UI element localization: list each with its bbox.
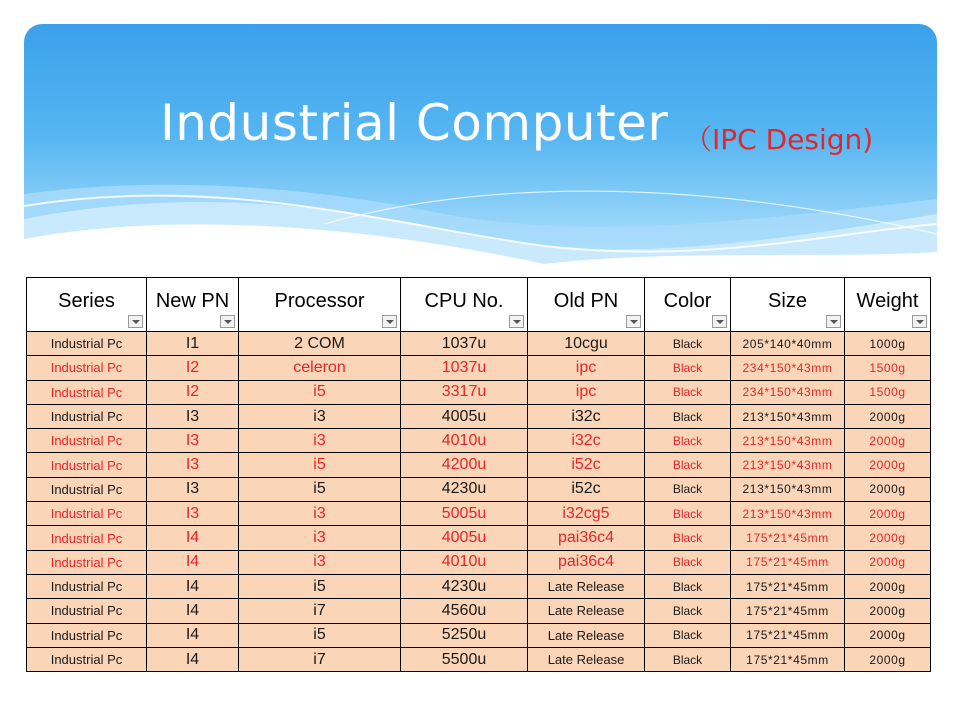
series-cell: Industrial Pc [27,404,147,428]
cpu-no-cell: 5500u [401,647,528,671]
weight-cell: 2000g [845,526,931,550]
series-cell: Industrial Pc [27,647,147,671]
column-header-cpu-no [401,278,528,332]
size-cell: 175*21*45mm [731,599,845,623]
cpu-no-cell: 5005u [401,502,528,526]
table-body [27,332,931,672]
table-row [27,404,931,428]
filter-dropdown-icon[interactable] [712,315,727,328]
processor-cell: celeron [239,356,401,380]
table-row [27,574,931,598]
series-cell: Industrial Pc [27,502,147,526]
old-pn-cell: i52c [528,453,645,477]
size-cell: 213*150*43mm [731,477,845,501]
page-subtitle: （IPC Design) [684,123,874,156]
old-pn-cell: i32cg5 [528,502,645,526]
old-pn-cell: Late Release [528,574,645,598]
color-cell: Black [645,526,731,550]
old-pn-cell: ipc [528,380,645,404]
processor-cell: i3 [239,404,401,428]
column-header-color [645,278,731,332]
weight-cell: 2000g [845,550,931,574]
color-cell: Black [645,599,731,623]
column-header-size [731,278,845,332]
size-cell: 213*150*43mm [731,404,845,428]
size-cell: 175*21*45mm [731,550,845,574]
weight-cell: 2000g [845,647,931,671]
weight-cell: 2000g [845,623,931,647]
weight-cell: 2000g [845,453,931,477]
series-cell: Industrial Pc [27,550,147,574]
color-cell: Black [645,574,731,598]
processor-cell: i3 [239,550,401,574]
column-header-label: Weight [856,290,919,312]
filter-dropdown-icon[interactable] [826,315,841,328]
table-row [27,502,931,526]
series-cell: Industrial Pc [27,599,147,623]
color-cell: Black [645,404,731,428]
new-pn-cell: I4 [147,647,239,671]
column-header-new-pn [147,278,239,332]
new-pn-cell: I4 [147,550,239,574]
filter-dropdown-icon[interactable] [626,315,641,328]
series-cell: Industrial Pc [27,574,147,598]
new-pn-cell: I3 [147,404,239,428]
old-pn-cell: i32c [528,429,645,453]
old-pn-cell: Late Release [528,623,645,647]
column-header-processor [239,278,401,332]
cpu-no-cell: 4560u [401,599,528,623]
color-cell: Black [645,477,731,501]
column-header-label: Color [663,290,712,312]
page-title: Industrial Computer [160,94,669,152]
column-header-label: CPU No. [424,290,504,312]
new-pn-cell: I1 [147,332,239,356]
old-pn-cell: Late Release [528,599,645,623]
filter-dropdown-icon[interactable] [128,315,143,328]
color-cell: Black [645,453,731,477]
series-cell: Industrial Pc [27,356,147,380]
table-row [27,623,931,647]
column-header-label: Processor [274,290,365,312]
spec-table [26,277,931,672]
table-row [27,332,931,356]
weight-cell: 1000g [845,332,931,356]
color-cell: Black [645,647,731,671]
color-cell: Black [645,356,731,380]
weight-cell: 2000g [845,599,931,623]
new-pn-cell: I2 [147,380,239,404]
size-cell: 175*21*45mm [731,574,845,598]
series-cell: Industrial Pc [27,477,147,501]
cpu-no-cell: 3317u [401,380,528,404]
table-row [27,550,931,574]
processor-cell: i3 [239,502,401,526]
old-pn-cell: i52c [528,477,645,501]
color-cell: Black [645,623,731,647]
cpu-no-cell: 4230u [401,477,528,501]
table-header-row [27,278,931,332]
old-pn-cell: pai36c4 [528,550,645,574]
filter-dropdown-icon[interactable] [912,315,927,328]
cpu-no-cell: 4005u [401,526,528,550]
processor-cell: 2 COM [239,332,401,356]
new-pn-cell: I3 [147,502,239,526]
size-cell: 213*150*43mm [731,453,845,477]
processor-cell: i5 [239,574,401,598]
cpu-no-cell: 4230u [401,574,528,598]
filter-dropdown-icon[interactable] [220,315,235,328]
size-cell: 213*150*43mm [731,502,845,526]
table-row [27,356,931,380]
processor-cell: i3 [239,526,401,550]
column-header-label: Size [768,290,807,312]
color-cell: Black [645,332,731,356]
old-pn-cell: i32c [528,404,645,428]
column-header-weight [845,278,931,332]
weight-cell: 2000g [845,404,931,428]
column-header-series [27,278,147,332]
weight-cell: 2000g [845,429,931,453]
old-pn-cell: pai36c4 [528,526,645,550]
weight-cell: 1500g [845,356,931,380]
new-pn-cell: I4 [147,574,239,598]
series-cell: Industrial Pc [27,380,147,404]
size-cell: 205*140*40mm [731,332,845,356]
spec-table-container [26,277,931,672]
processor-cell: i5 [239,477,401,501]
processor-cell: i5 [239,380,401,404]
cpu-no-cell: 1037u [401,356,528,380]
table-row [27,477,931,501]
weight-cell: 1500g [845,380,931,404]
size-cell: 213*150*43mm [731,429,845,453]
new-pn-cell: I3 [147,477,239,501]
cpu-no-cell: 4010u [401,429,528,453]
color-cell: Black [645,429,731,453]
table-row [27,453,931,477]
processor-cell: i3 [239,429,401,453]
column-header-label: Series [58,290,115,312]
weight-cell: 2000g [845,574,931,598]
size-cell: 175*21*45mm [731,526,845,550]
title-banner [24,24,937,274]
table-row [27,429,931,453]
series-cell: Industrial Pc [27,453,147,477]
size-cell: 234*150*43mm [731,356,845,380]
processor-cell: i7 [239,647,401,671]
series-cell: Industrial Pc [27,332,147,356]
new-pn-cell: I2 [147,356,239,380]
column-header-label: Old PN [553,290,619,312]
weight-cell: 2000g [845,502,931,526]
table-row [27,380,931,404]
color-cell: Black [645,550,731,574]
color-cell: Black [645,502,731,526]
column-header-label: New PN [155,290,230,312]
series-cell: Industrial Pc [27,429,147,453]
processor-cell: i7 [239,599,401,623]
series-cell: Industrial Pc [27,623,147,647]
new-pn-cell: I4 [147,623,239,647]
filter-dropdown-icon[interactable] [509,315,524,328]
table-row [27,526,931,550]
new-pn-cell: I4 [147,599,239,623]
filter-dropdown-icon[interactable] [382,315,397,328]
series-cell: Industrial Pc [27,526,147,550]
color-cell: Black [645,380,731,404]
new-pn-cell: I4 [147,526,239,550]
old-pn-cell: ipc [528,356,645,380]
table-row [27,647,931,671]
cpu-no-cell: 4200u [401,453,528,477]
cpu-no-cell: 4005u [401,404,528,428]
old-pn-cell: 10cgu [528,332,645,356]
processor-cell: i5 [239,623,401,647]
weight-cell: 2000g [845,477,931,501]
new-pn-cell: I3 [147,429,239,453]
cpu-no-cell: 5250u [401,623,528,647]
column-header-old-pn [528,278,645,332]
size-cell: 175*21*45mm [731,647,845,671]
old-pn-cell: Late Release [528,647,645,671]
size-cell: 234*150*43mm [731,380,845,404]
size-cell: 175*21*45mm [731,623,845,647]
cpu-no-cell: 4010u [401,550,528,574]
table-row [27,599,931,623]
cpu-no-cell: 1037u [401,332,528,356]
processor-cell: i5 [239,453,401,477]
new-pn-cell: I3 [147,453,239,477]
